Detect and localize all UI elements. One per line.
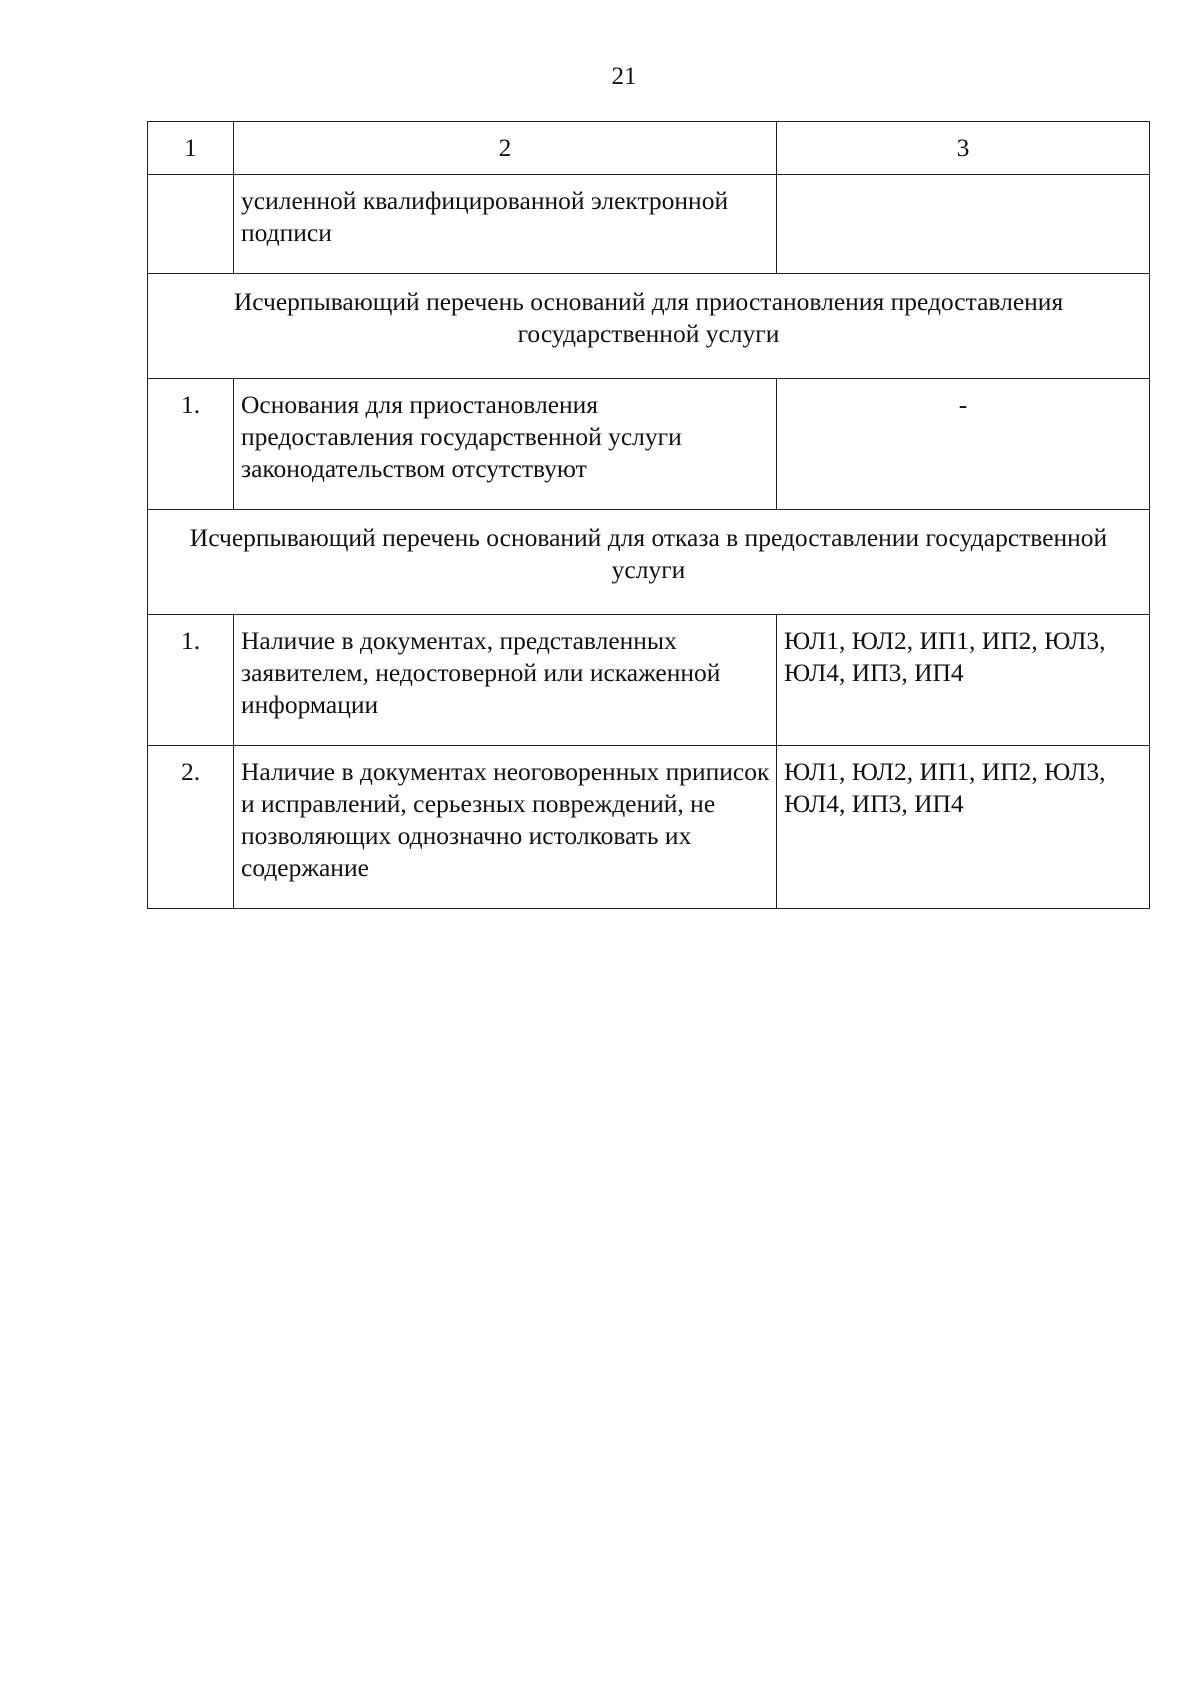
header-col-1: 1 <box>148 122 234 175</box>
section-title-suspension: Исчерпывающий перечень оснований для приостановления предоставления государственной услуги <box>148 274 1150 379</box>
page-number: 21 <box>611 63 637 90</box>
grounds-table <box>147 121 1150 909</box>
section-heading-row <box>148 510 1150 615</box>
row-codes-cell: ЮЛ1, ЮЛ2, ИП1, ИП2, ЮЛ3, ЮЛ4, ИП3, ИП4 <box>777 746 1150 909</box>
row-text-cell: Основания для приостановления предоставления государственной услуги законодательством отсутствуют <box>234 379 777 510</box>
row-codes-cell: ЮЛ1, ЮЛ2, ИП1, ИП2, ЮЛ3, ЮЛ4, ИП3, ИП4 <box>777 615 1150 746</box>
table-header-row <box>148 122 1150 175</box>
row-number-cell: 1. <box>148 615 234 746</box>
table-row <box>148 379 1150 510</box>
row-codes-cell: - <box>777 379 1150 510</box>
table-row-continuation <box>148 175 1150 274</box>
header-col-2: 2 <box>234 122 777 175</box>
header-col-3: 3 <box>777 122 1150 175</box>
row-codes-cell <box>777 175 1150 274</box>
table-row <box>148 746 1150 909</box>
row-text-cell: усиленной квалифицированной электронной подписи <box>234 175 777 274</box>
row-number-cell <box>148 175 234 274</box>
row-number-cell: 1. <box>148 379 234 510</box>
row-text-cell: Наличие в документах, представленных заявителем, недостоверной или искаженной информации <box>234 615 777 746</box>
row-text-cell: Наличие в документах неоговоренных приписок и исправлений, серьезных повреждений, не позволяющих однозначно истолковать их содержание <box>234 746 777 909</box>
table-row <box>148 615 1150 746</box>
section-heading-row <box>148 274 1150 379</box>
row-number-cell: 2. <box>148 746 234 909</box>
section-title-refusal: Исчерпывающий перечень оснований для отказа в предоставлении государственной услуги <box>148 510 1150 615</box>
